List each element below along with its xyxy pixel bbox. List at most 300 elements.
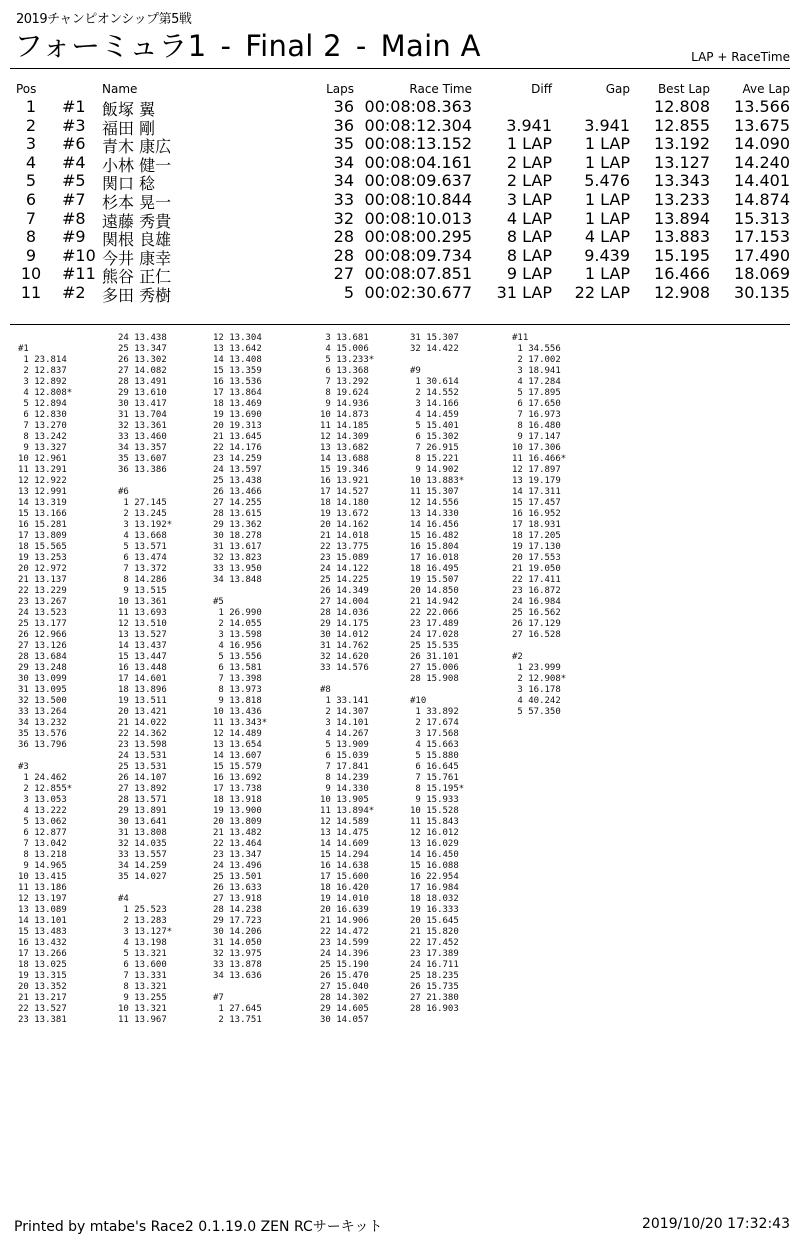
lap-time-entry: 12 13.304 <box>213 333 262 343</box>
lap-time-entry: 21 14.018 <box>320 531 369 541</box>
lap-time-entry: 9 14.936 <box>320 399 369 409</box>
lap-time-entry: 8 14.239 <box>320 773 369 783</box>
lap-time-entry: 10 13.905 <box>320 795 369 805</box>
lap-time-entry: 28 13.684 <box>18 652 67 662</box>
lap-time-entry: 5 57.350 <box>512 707 561 717</box>
result-gap: 1 LAP <box>584 152 630 172</box>
lap-time-entry: 13 16.029 <box>410 839 459 849</box>
lap-time-entry: 5 13.571 <box>118 542 167 552</box>
result-diff: 9 LAP <box>506 264 552 284</box>
lap-time-entry: 22 17.452 <box>410 938 459 948</box>
result-race-time: 00:08:07.851 <box>364 264 472 284</box>
lap-time-entry: 6 13.581 <box>213 663 262 673</box>
lap-time-entry: 32 13.975 <box>213 949 262 959</box>
lap-time-entry: 20 19.313 <box>213 421 262 431</box>
lap-time-entry: 3 17.568 <box>410 729 459 739</box>
lap-time-entry: 4 14.267 <box>320 729 369 739</box>
lap-time-entry: 6 13.474 <box>118 553 167 563</box>
lap-time-entry: 21 19.050 <box>512 564 561 574</box>
result-best-lap: 16.466 <box>654 264 710 284</box>
result-row <box>0 227 800 250</box>
lap-time-entry: 23 14.599 <box>320 938 369 948</box>
lap-time-entry: 17 13.864 <box>213 388 262 398</box>
lap-column <box>213 333 267 1026</box>
result-race-time: 00:08:10.013 <box>364 208 472 228</box>
lap-time-entry: 21 13.645 <box>213 432 262 442</box>
result-driver-name: 今井 康幸 <box>102 248 172 268</box>
lap-time-entry <box>410 355 464 366</box>
lap-time-entry <box>213 982 267 993</box>
lap-time-entry: 7 13.331 <box>118 971 167 981</box>
lap-time-entry: 26 15.470 <box>320 971 369 981</box>
lap-time-entry: 24 13.523 <box>18 608 67 618</box>
result-gap: 3.941 <box>584 115 630 135</box>
lap-time-entry <box>410 685 464 696</box>
lap-time-entry: 2 12.855* <box>18 784 73 794</box>
lap-time-entry: 18 16.420 <box>320 883 369 893</box>
lap-time-entry: 9 17.147 <box>512 432 561 442</box>
lap-time-entry: 12 14.589 <box>320 817 369 827</box>
lap-time-entry: 24 16.984 <box>512 597 561 607</box>
lap-time-entry: 19 13.900 <box>213 806 262 816</box>
lap-time-entry: 27 13.918 <box>213 894 262 904</box>
lap-time-entry: 27 13.892 <box>118 784 167 794</box>
result-gap: 1 LAP <box>584 264 630 284</box>
result-diff: 1 LAP <box>506 134 552 154</box>
lap-time-entry: 4 17.284 <box>512 377 561 387</box>
result-best-lap: 13.233 <box>654 190 710 209</box>
lap-time-entry: 26 31.101 <box>410 652 459 662</box>
lap-time-entry: 28 13.491 <box>118 377 167 387</box>
lap-time-entry: 36 13.796 <box>18 740 67 750</box>
lap-time-entry: 5 13.233* <box>320 355 375 365</box>
lap-time-entry: 22 13.527 <box>18 1004 67 1014</box>
lap-time-entry: 4 12.808* <box>18 388 73 398</box>
result-laps: 36 <box>333 97 354 116</box>
col-gap-header: Gap <box>605 82 630 96</box>
lap-time-entry: 18 15.565 <box>18 542 67 552</box>
result-row <box>0 97 800 117</box>
result-row <box>0 190 800 210</box>
result-laps: 34 <box>333 171 354 191</box>
result-laps: 34 <box>333 152 354 172</box>
lap-time-entry: 24 13.438 <box>118 333 167 343</box>
lap-time-entry: 8 16.480 <box>512 421 561 431</box>
lap-time-entry: 14 13.437 <box>118 641 167 651</box>
lap-time-entry: 4 15.006 <box>320 344 369 354</box>
result-driver-name: 遠藤 秀貴 <box>102 211 172 231</box>
lap-time-entry: 18 13.025 <box>18 960 67 970</box>
lap-time-entry: 17 14.601 <box>118 674 167 684</box>
lap-time-entry: 2 12.908* <box>512 674 567 684</box>
result-race-time: 00:08:13.152 <box>364 134 472 154</box>
result-best-lap: 12.908 <box>654 283 710 302</box>
result-race-time: 00:08:12.304 <box>364 115 472 135</box>
lap-time-entry: 24 13.531 <box>118 751 167 761</box>
lap-time-entry: 20 12.972 <box>18 564 67 574</box>
result-pos: 1 <box>25 97 37 116</box>
lap-time-entry: 21 15.820 <box>410 927 459 937</box>
lap-time-entry: 29 14.175 <box>320 619 369 629</box>
lap-time-entry: 3 14.101 <box>320 718 369 728</box>
result-gap: 22 LAP <box>574 283 630 302</box>
result-pos: 6 <box>25 190 37 209</box>
lap-time-entry: 1 23.999 <box>512 663 561 673</box>
lap-time-entry: 22 14.176 <box>213 443 262 453</box>
lap-time-entry: 5 15.880 <box>410 751 459 761</box>
lap-time-entry <box>213 586 267 597</box>
result-gap: 1 LAP <box>584 190 630 209</box>
lap-time-entry: 7 13.292 <box>320 377 369 387</box>
results-divider <box>10 324 790 325</box>
result-car-number: #9 <box>62 227 86 247</box>
result-row <box>0 171 800 194</box>
lap-time-entry: 34 13.848 <box>213 575 262 585</box>
lap-time-entry: 25 18.235 <box>410 971 459 981</box>
lap-time-entry: 31 14.050 <box>213 938 262 948</box>
lap-time-entry: 14 13.688 <box>320 454 369 464</box>
lap-time-entry: 25 13.501 <box>213 872 262 882</box>
lap-time-entry: 21 13.217 <box>18 993 67 1003</box>
lap-time-entry: 34 14.259 <box>118 861 167 871</box>
lap-time-entry: 7 17.841 <box>320 762 369 772</box>
result-race-time: 00:08:10.844 <box>364 190 472 209</box>
col-laps-header: Laps <box>326 82 354 96</box>
lap-time-entry: 2 13.751 <box>213 1015 262 1025</box>
lap-time-entry: 6 16.645 <box>410 762 459 772</box>
result-race-time: 00:08:09.637 <box>364 171 472 191</box>
lap-time-entry: 35 13.607 <box>118 454 167 464</box>
lap-time-entry: 20 17.553 <box>512 553 561 563</box>
lap-time-entry: 17 13.809 <box>18 531 67 541</box>
lap-time-entry: 25 14.225 <box>320 575 369 585</box>
lap-time-entry: 3 13.127* <box>118 927 173 937</box>
result-driver-name: 青木 康広 <box>102 137 172 157</box>
lap-time-entry: 21 14.906 <box>320 916 369 926</box>
lap-time-entry: 30 13.641 <box>118 817 167 827</box>
lap-time-entry: 13 12.991 <box>18 487 67 497</box>
lap-time-entry: 20 14.162 <box>320 520 369 530</box>
lap-time-entry: 16 13.536 <box>213 377 262 387</box>
lap-time-entry: 22 17.411 <box>512 575 561 585</box>
lap-time-entry: 28 14.036 <box>320 608 369 618</box>
lap-time-entry <box>18 751 72 762</box>
lap-time-entry <box>320 674 374 685</box>
lap-time-entry: 31 14.762 <box>320 641 369 651</box>
lap-time-entry: 12 16.012 <box>410 828 459 838</box>
lap-time-entry: 12 14.556 <box>410 498 459 508</box>
lap-time-entry: 30 13.099 <box>18 674 67 684</box>
result-row <box>0 153 800 173</box>
lap-time-entry: 24 14.396 <box>320 949 369 959</box>
lap-time-entry: 4 14.459 <box>410 410 459 420</box>
lap-time-entry: 13 13.089 <box>18 905 67 915</box>
lap-time-entry: 16 13.448 <box>118 663 167 673</box>
lap-time-entry: 11 13.967 <box>118 1015 167 1025</box>
result-laps: 28 <box>333 227 354 247</box>
lap-time-entry: 35 14.027 <box>118 872 167 882</box>
lap-time-entry: 32 13.361 <box>118 421 167 431</box>
result-car-number: #6 <box>62 134 86 154</box>
result-car-number: #11 <box>62 264 96 284</box>
lap-time-entry: 15 16.088 <box>410 861 459 871</box>
lap-time-entry: 32 14.035 <box>118 839 167 849</box>
lap-time-entry: 23 13.267 <box>18 597 67 607</box>
result-ave-lap: 14.090 <box>734 134 790 154</box>
lap-time-entry: 25 13.347 <box>118 344 167 354</box>
lap-time-entry: 31 13.808 <box>118 828 167 838</box>
lap-time-entry: 3 14.166 <box>410 399 459 409</box>
lap-time-entry: 7 13.042 <box>18 839 67 849</box>
lap-time-entry: 2 17.002 <box>512 355 561 365</box>
lap-car-header: #3 <box>18 762 29 772</box>
timing-mode-label: LAP + RaceTime <box>691 50 790 64</box>
result-diff: 3 LAP <box>506 190 552 209</box>
lap-time-entry: 24 13.496 <box>213 861 262 871</box>
lap-time-entry: 3 16.178 <box>512 685 561 695</box>
lap-time-entry: 8 13.218 <box>18 850 67 860</box>
lap-time-entry: 33 13.557 <box>118 850 167 860</box>
lap-time-entry <box>512 641 566 652</box>
lap-time-entry: 26 13.302 <box>118 355 167 365</box>
lap-time-entry: 17 18.931 <box>512 520 561 530</box>
lap-time-entry: 11 15.843 <box>410 817 459 827</box>
lap-time-entry: 20 13.352 <box>18 982 67 992</box>
lap-time-entry: 15 13.447 <box>118 652 167 662</box>
result-ave-lap: 17.153 <box>734 227 790 247</box>
lap-time-entry: 19 13.672 <box>320 509 369 519</box>
lap-time-entry: 29 13.362 <box>213 520 262 530</box>
result-pos: 4 <box>25 152 37 172</box>
lap-time-entry: 11 13.894* <box>320 806 375 816</box>
result-laps: 33 <box>333 190 354 209</box>
result-gap: 1 LAP <box>584 134 630 154</box>
lap-time-entry: 24 16.711 <box>410 960 459 970</box>
lap-time-entry: 17 16.984 <box>410 883 459 893</box>
lap-time-entry: 26 12.966 <box>18 630 67 640</box>
lap-time-entry: 35 13.576 <box>18 729 67 739</box>
lap-time-entry: 31 15.307 <box>410 333 459 343</box>
lap-time-entry: 25 15.535 <box>410 641 459 651</box>
lap-time-entry: 22 22.066 <box>410 608 459 618</box>
lap-time-entry: 27 15.040 <box>320 982 369 992</box>
lap-car-header: #8 <box>320 685 331 695</box>
lap-time-entry: 1 27.145 <box>118 498 167 508</box>
title-main: Main A <box>380 29 481 63</box>
lap-time-entry: 25 15.190 <box>320 960 369 970</box>
result-best-lap: 13.343 <box>654 171 710 191</box>
lap-time-entry: 21 14.022 <box>118 718 167 728</box>
lap-time-entry: 12 14.489 <box>213 729 262 739</box>
lap-time-entry: 30 14.206 <box>213 927 262 937</box>
lap-car-header: #9 <box>410 366 421 376</box>
result-diff: 3.941 <box>506 115 552 135</box>
result-diff: 8 LAP <box>506 245 552 265</box>
lap-time-entry: 13 13.527 <box>118 630 167 640</box>
result-diff: 31 LAP <box>496 283 552 302</box>
col-avelap-header: Ave Lap <box>742 82 790 96</box>
lap-time-entry: 27 15.006 <box>410 663 459 673</box>
lap-time-entry: 18 18.032 <box>410 894 459 904</box>
result-driver-name: 杉本 晃一 <box>102 193 172 212</box>
result-row <box>0 246 800 266</box>
lap-time-entry: 22 13.229 <box>18 586 67 596</box>
result-row <box>0 116 800 136</box>
lap-column <box>18 333 72 1026</box>
lap-time-entry: 23 17.489 <box>410 619 459 629</box>
lap-time-entry: 28 14.302 <box>320 993 369 1003</box>
lap-time-entry: 19 15.507 <box>410 575 459 585</box>
lap-time-entry: 34 13.636 <box>213 971 262 981</box>
lap-time-entry: 11 13.343* <box>213 718 268 728</box>
lap-time-entry: 27 13.126 <box>18 641 67 651</box>
result-best-lap: 13.894 <box>654 208 710 228</box>
lap-time-entry: 7 15.761 <box>410 773 459 783</box>
result-diff: 2 LAP <box>506 152 552 172</box>
lap-time-entry: 19 16.333 <box>410 905 459 915</box>
result-diff: 4 LAP <box>506 208 552 228</box>
lap-time-entry: 28 15.908 <box>410 674 459 684</box>
lap-time-entry: 16 15.281 <box>18 520 67 530</box>
lap-time-entry: 28 13.615 <box>213 509 262 519</box>
lap-time-entry: 17 16.018 <box>410 553 459 563</box>
lap-time-entry: 21 13.482 <box>213 828 262 838</box>
lap-time-entry: 2 17.674 <box>410 718 459 728</box>
lap-time-entry: 11 13.693 <box>118 608 167 618</box>
lap-time-entry: 15 17.457 <box>512 498 561 508</box>
lap-time-entry: 12 13.197 <box>18 894 67 904</box>
lap-time-entry: 33 13.460 <box>118 432 167 442</box>
result-driver-name: 関口 稔 <box>102 174 156 194</box>
result-best-lap: 15.195 <box>654 245 710 265</box>
lap-time-entry: 29 13.610 <box>118 388 167 398</box>
lap-time-entry: 19 13.511 <box>118 696 167 706</box>
result-pos: 10 <box>20 264 42 284</box>
lap-time-entry: 27 14.255 <box>213 498 262 508</box>
col-racetime-header: Race Time <box>409 82 472 96</box>
lap-time-entry: 16 14.638 <box>320 861 369 871</box>
lap-time-entry: 6 12.830 <box>18 410 67 420</box>
lap-time-entry: 4 16.956 <box>213 641 262 651</box>
lap-time-entry: 3 13.192* <box>118 520 173 530</box>
result-gap: 4 LAP <box>584 227 630 247</box>
lap-time-entry: 27 14.082 <box>118 366 167 376</box>
lap-time-entry: 10 13.415 <box>18 872 67 882</box>
lap-time-entry: 9 14.965 <box>18 861 67 871</box>
title-class: フォーミュラ1 <box>14 29 207 63</box>
lap-time-entry: 15 16.482 <box>410 531 459 541</box>
lap-time-entry: 8 13.321 <box>118 982 167 992</box>
result-race-time: 00:02:30.677 <box>364 283 472 302</box>
lap-time-entry: 31 13.704 <box>118 410 167 420</box>
lap-time-entry: 16 22.954 <box>410 872 459 882</box>
lap-time-entry: 9 13.515 <box>118 586 167 596</box>
lap-time-entry: 18 16.495 <box>410 564 459 574</box>
result-race-time: 00:08:00.295 <box>364 227 472 247</box>
lap-time-entry: 4 15.663 <box>410 740 459 750</box>
lap-time-entry: 4 40.242 <box>512 696 561 706</box>
result-ave-lap: 30.135 <box>734 283 790 302</box>
result-best-lap: 13.883 <box>654 227 710 247</box>
lap-time-entry: 18 13.896 <box>118 685 167 695</box>
lap-time-entry: 30 14.057 <box>320 1015 369 1025</box>
result-pos: 7 <box>25 208 37 228</box>
lap-time-entry: 19 13.315 <box>18 971 67 981</box>
lap-time-entry: 8 13.973 <box>213 685 262 695</box>
lap-time-entry: 10 12.961 <box>18 454 67 464</box>
lap-time-entry: 32 14.620 <box>320 652 369 662</box>
lap-time-entry: 15 13.359 <box>213 366 262 376</box>
result-car-number: #4 <box>62 152 86 172</box>
result-pos: 2 <box>25 115 37 135</box>
header-divider <box>10 68 790 69</box>
result-pos: 9 <box>25 245 37 265</box>
lap-time-entry: 6 15.039 <box>320 751 369 761</box>
lap-time-entry: 31 13.617 <box>213 542 262 552</box>
col-name-header: Name <box>102 82 138 96</box>
lap-time-entry: 19 14.010 <box>320 894 369 904</box>
result-pos: 11 <box>20 283 42 302</box>
result-car-number: #8 <box>62 208 86 228</box>
lap-time-entry: 3 18.941 <box>512 366 561 376</box>
lap-time-entry: 7 13.398 <box>213 674 262 684</box>
lap-time-entry: 36 13.386 <box>118 465 167 475</box>
lap-time-entry: 8 14.286 <box>118 575 167 585</box>
lap-time-entry: 5 13.321 <box>118 949 167 959</box>
lap-car-header: #6 <box>118 487 129 497</box>
result-driver-name: 小林 健一 <box>102 155 172 175</box>
result-race-time: 00:08:08.363 <box>364 97 472 116</box>
lap-time-entry: 27 21.380 <box>410 993 459 1003</box>
lap-time-entry: 1 34.556 <box>512 344 561 354</box>
lap-time-entry: 12 12.922 <box>18 476 67 486</box>
col-bestlap-header: Best Lap <box>657 82 710 96</box>
lap-time-entry: 28 14.238 <box>213 905 262 915</box>
result-car-number: #10 <box>62 245 96 265</box>
lap-time-entry: 20 15.645 <box>410 916 459 926</box>
lap-column <box>512 333 566 718</box>
result-laps: 27 <box>333 264 354 284</box>
lap-time-entry: 7 26.915 <box>410 443 459 453</box>
lap-time-entry: 17 14.527 <box>320 487 369 497</box>
lap-time-entry: 30 13.417 <box>118 399 167 409</box>
lap-time-entry: 20 13.421 <box>118 707 167 717</box>
lap-time-entry: 2 12.837 <box>18 366 67 376</box>
lap-time-entry: 9 14.902 <box>410 465 459 475</box>
lap-time-entry: 1 24.462 <box>18 773 67 783</box>
lap-time-entry: 14 17.311 <box>512 487 561 497</box>
result-row <box>0 209 800 229</box>
lap-time-entry: 34 13.357 <box>118 443 167 453</box>
lap-car-header: #7 <box>213 993 224 1003</box>
lap-time-entry: 13 13.682 <box>320 443 369 453</box>
title-separator: - <box>220 29 232 63</box>
lap-time-entry: 2 14.307 <box>320 707 369 717</box>
lap-time-entry: 4 13.222 <box>18 806 67 816</box>
lap-time-entry: 26 13.633 <box>213 883 262 893</box>
lap-time-entry: 20 16.639 <box>320 905 369 915</box>
lap-time-entry: 5 12.894 <box>18 399 67 409</box>
lap-time-entry: 13 14.475 <box>320 828 369 838</box>
lap-time-entry: 7 13.372 <box>118 564 167 574</box>
lap-time-entry: 23 13.598 <box>118 740 167 750</box>
lap-time-entry: 29 13.248 <box>18 663 67 673</box>
result-driver-name: 飯塚 翼 <box>102 100 156 119</box>
result-pos: 8 <box>25 227 37 247</box>
lap-time-entry: 22 13.464 <box>213 839 262 849</box>
result-gap: 5.476 <box>584 171 630 191</box>
lap-time-entry: 29 13.891 <box>118 806 167 816</box>
